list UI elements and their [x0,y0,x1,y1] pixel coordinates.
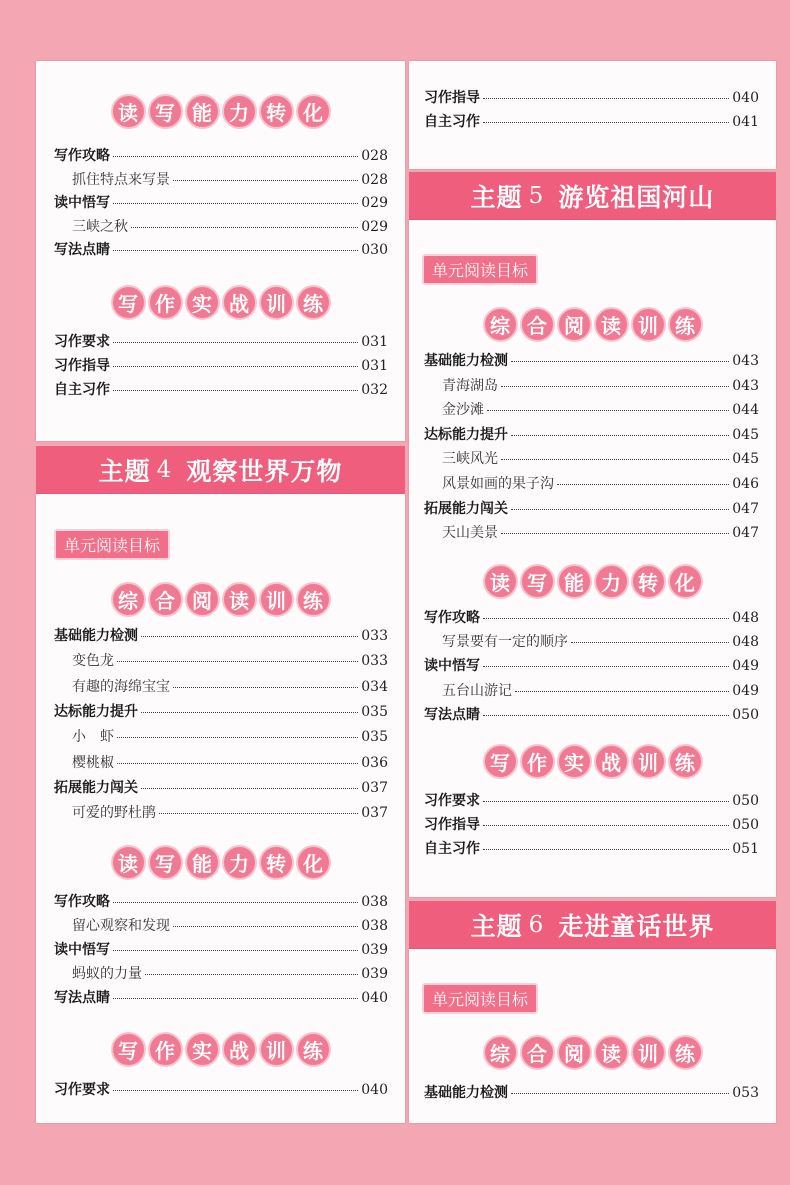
toc-entry-title: 金沙滩 [442,402,484,419]
section-heading-char: 阅 [557,1035,592,1070]
toc-entry[interactable] [54,331,388,351]
toc-entry-title: 达标能力提升 [424,426,508,443]
toc-entry[interactable] [54,1079,388,1099]
toc-entry-title: 习作要求 [54,334,110,350]
toc-leader-dots [117,661,358,662]
toc-entry-page: 035 [361,703,388,720]
toc-entry[interactable] [424,655,759,675]
toc-entry[interactable] [72,752,388,772]
section-heading-char: 战 [222,1032,257,1067]
unit-reading-goal-badge: 单元阅读目标 [422,983,538,1014]
toc-entry-title: 自主习作 [424,841,480,857]
toc-entry-title: 自主习作 [424,114,480,130]
toc-entry-title: 习作指导 [54,358,110,374]
toc-entry[interactable] [424,350,759,370]
toc-entry[interactable] [54,701,388,721]
toc-entry-title: 有趣的海绵宝宝 [72,678,170,695]
toc-leader-dots [159,813,358,814]
section-heading-char: 读 [483,564,518,599]
toc-leader-dots [557,484,729,485]
section-heading-char: 训 [631,1035,666,1070]
theme-number: 4 [156,457,173,483]
toc-entry[interactable] [54,777,388,797]
section-heading [409,744,776,779]
section-heading-char: 力 [222,94,257,129]
toc-entry-page: 029 [361,195,388,211]
toc-entry-page: 038 [361,918,388,934]
toc-entry[interactable] [442,448,759,468]
toc-entry-title: 拓展能力闯关 [424,500,508,517]
toc-entry-title: 三峡风光 [442,451,498,468]
toc-entry-title: 抓住特点来写景 [72,171,170,188]
toc-entry[interactable] [72,216,388,236]
toc-entry-title: 习作指导 [424,817,480,833]
toc-entry-title: 写法点睛 [424,706,480,723]
toc-entry-page: 030 [361,242,388,258]
toc-entry-page: 047 [732,500,759,517]
section-heading-char: 化 [296,94,331,129]
theme-label: 主题 [98,457,151,486]
section-heading-char: 写 [148,845,183,880]
unit-reading-goal-badge: 单元阅读目标 [422,254,538,285]
toc-entry[interactable] [442,375,759,395]
toc-entry[interactable] [424,838,759,858]
toc-leader-dots [173,687,358,688]
toc-entry-title: 习作指导 [424,90,480,106]
section-heading-char: 作 [148,1032,183,1067]
section-heading-char: 阅 [557,307,592,342]
toc-leader-dots [173,926,358,927]
toc-entry-title: 天山美景 [442,525,498,542]
section-heading-char: 合 [148,582,183,617]
toc-entry-title: 小 虾 [72,729,114,746]
toc-entry[interactable] [54,379,388,399]
section-heading-char: 转 [631,564,666,599]
toc-entry[interactable] [54,987,388,1007]
section-heading [36,94,405,129]
theme-title: 走进童话世界 [558,912,715,941]
section-heading-char: 战 [222,285,257,320]
toc-entry-title: 基础能力检测 [54,628,138,644]
section-heading-char: 写 [520,564,555,599]
section-heading-char: 写 [111,285,146,320]
toc-entry-page: 050 [732,817,759,833]
toc-entry[interactable] [424,704,759,724]
toc-entry-page: 051 [732,841,759,857]
toc-entry-title: 蚂蚁的力量 [72,966,142,982]
toc-entry-page: 037 [361,805,388,822]
toc-leader-dots [117,763,358,764]
toc-entry-page: 031 [361,358,388,374]
toc-entry[interactable] [72,802,388,822]
toc-entry-page: 048 [732,610,759,626]
section-heading-char: 战 [594,744,629,779]
section-heading-char: 读 [111,845,146,880]
section-heading [36,285,405,320]
toc-leader-dots [113,998,358,999]
toc-entry[interactable] [442,399,759,419]
toc-entry-page: 040 [361,1082,388,1098]
toc-entry-page: 048 [732,634,759,651]
section-heading-char: 实 [185,285,220,320]
toc-entry-title: 读中悟写 [424,658,480,675]
toc-entry[interactable] [424,498,759,518]
toc-leader-dots [483,849,729,850]
toc-entry-title: 写法点睛 [54,242,110,258]
section-heading [409,1035,776,1070]
toc-entry[interactable] [424,1082,759,1102]
toc-entry-title: 写作攻略 [54,148,110,164]
toc-leader-dots [113,203,358,204]
toc-leader-dots [483,98,729,99]
toc-entry[interactable] [72,650,388,670]
toc-entry-title: 风景如画的果子沟 [442,476,554,492]
theme-label: 主题 [470,912,523,941]
toc-entry-title: 基础能力检测 [424,353,508,369]
toc-entry-title: 达标能力提升 [54,703,138,720]
toc-entry[interactable] [424,424,759,444]
toc-entry-page: 032 [361,382,388,398]
section-heading-char: 练 [668,1035,703,1070]
toc-entry-page: 028 [361,148,388,164]
toc-entry-page: 049 [732,682,759,699]
toc-leader-dots [511,435,729,436]
theme-number: 5 [528,183,545,209]
toc-entry-page: 033 [361,628,388,644]
toc-entry[interactable] [72,676,388,696]
section-heading-char: 训 [259,582,294,617]
toc-entry-title: 读中悟写 [54,942,110,958]
toc-leader-dots [487,410,729,411]
toc-entry[interactable] [442,522,759,542]
section-heading-char: 作 [520,744,555,779]
section-heading-char: 转 [259,94,294,129]
toc-leader-dots [511,509,729,510]
section-heading-char: 合 [520,1035,555,1070]
toc-entry[interactable] [442,631,759,651]
toc-entry-page: 038 [361,894,388,910]
theme-4-bar [36,446,405,494]
toc-entry[interactable] [54,239,388,259]
toc-leader-dots [483,122,729,123]
toc-entry-title: 基础能力检测 [424,1085,508,1101]
toc-leader-dots [113,156,358,157]
section-heading-char: 合 [520,307,555,342]
toc-leader-dots [113,342,358,343]
theme-6-bar [409,901,776,949]
section-heading-char: 阅 [185,582,220,617]
section-heading-char: 练 [668,744,703,779]
toc-entry-page: 034 [361,678,388,695]
toc-entry[interactable] [424,607,759,627]
section-heading-char: 能 [185,845,220,880]
section-heading-char: 实 [185,1032,220,1067]
toc-leader-dots [515,691,729,692]
section-heading-char: 化 [296,845,331,880]
toc-leader-dots [483,618,729,619]
toc-leader-dots [571,642,729,643]
toc-entry[interactable] [54,939,388,959]
toc-leader-dots [113,250,358,251]
toc-entry-page: 047 [732,525,759,542]
toc-entry-page: 029 [361,218,388,235]
section-heading-char: 练 [296,285,331,320]
section-heading-char: 化 [668,564,703,599]
section-heading [36,1032,405,1067]
section-heading-char: 读 [222,582,257,617]
toc-entry-title: 三峡之秋 [72,218,128,235]
toc-entry-page: 039 [361,942,388,958]
toc-entry-page: 050 [732,706,759,723]
section-heading-char: 实 [557,744,592,779]
toc-entry[interactable] [72,963,388,983]
section-heading-char: 力 [594,564,629,599]
toc-entry[interactable] [72,915,388,935]
toc-entry[interactable] [54,355,388,375]
toc-leader-dots [113,366,358,367]
toc-entry-title: 写作攻略 [54,894,110,910]
section-heading-char: 练 [668,307,703,342]
toc-entry[interactable] [54,625,388,645]
toc-entry-title: 留心观察和发现 [72,918,170,934]
toc-entry[interactable] [442,473,759,493]
toc-entry-page: 044 [732,402,759,419]
toc-entry-page: 037 [361,779,388,796]
toc-entry-title: 五台山游记 [442,682,512,699]
toc-entry-title: 写作攻略 [424,610,480,626]
section-heading-char: 能 [185,94,220,129]
toc-leader-dots [483,715,729,716]
toc-leader-dots [145,974,358,975]
toc-entry[interactable] [424,87,759,107]
toc-entry-page: 045 [732,451,759,468]
toc-entry-page: 053 [732,1085,759,1101]
section-heading-char: 写 [483,744,518,779]
toc-entry-page: 031 [361,334,388,350]
section-heading-char: 力 [222,845,257,880]
toc-entry[interactable] [72,726,388,746]
theme-number: 6 [528,912,545,938]
toc-leader-dots [113,902,358,903]
section-heading-char: 作 [148,285,183,320]
section-heading-char: 转 [259,845,294,880]
toc-leader-dots [483,825,729,826]
toc-leader-dots [113,950,358,951]
toc-leader-dots [141,636,358,637]
toc-entry-title: 习作要求 [54,1082,110,1098]
toc-leader-dots [113,390,358,391]
toc-entry-page: 039 [361,966,388,982]
toc-entry-page: 035 [361,729,388,746]
toc-leader-dots [141,712,358,713]
toc-entry-page: 050 [732,793,759,809]
section-heading-char: 读 [111,94,146,129]
toc-entry-title: 习作要求 [424,793,480,809]
toc-entry-page: 049 [732,658,759,675]
toc-entry-title: 写景要有一定的顺序 [442,634,568,651]
toc-entry[interactable] [442,680,759,700]
toc-entry-title: 拓展能力闯关 [54,779,138,796]
toc-entry-page: 033 [361,653,388,670]
toc-entry-title: 写法点睛 [54,990,110,1006]
section-heading-char: 综 [111,582,146,617]
toc-leader-dots [173,180,358,181]
toc-entry[interactable] [424,814,759,834]
section-heading-char: 读 [594,307,629,342]
toc-entry[interactable] [424,111,759,131]
toc-entry-title: 青海湖岛 [442,377,498,394]
toc-entry-title: 可爱的野杜鹃 [72,805,156,822]
section-heading [409,307,776,342]
theme-label: 主题 [470,183,523,212]
toc-leader-dots [483,666,729,667]
section-heading-char: 练 [296,582,331,617]
toc-entry-title: 自主习作 [54,382,110,398]
toc-entry[interactable] [72,169,388,189]
theme-5-bar [409,172,776,220]
section-heading-char: 综 [483,1035,518,1070]
section-heading-char: 读 [594,1035,629,1070]
toc-leader-dots [501,459,729,460]
section-heading-char: 训 [259,285,294,320]
toc-entry[interactable] [424,790,759,810]
toc-entry-page: 036 [361,754,388,771]
toc-entry-page: 040 [361,990,388,1006]
section-heading-char: 训 [631,744,666,779]
toc-leader-dots [131,227,358,228]
toc-entry-page: 045 [732,426,759,443]
section-heading-char: 训 [631,307,666,342]
toc-leader-dots [113,1090,358,1091]
section-heading-char: 练 [296,1032,331,1067]
section-heading-char: 能 [557,564,592,599]
toc-entry-page: 046 [732,476,759,492]
toc-leader-dots [483,801,729,802]
toc-entry-page: 041 [732,114,759,130]
toc-entry-page: 028 [361,171,388,188]
section-heading-char: 综 [483,307,518,342]
section-heading-char: 写 [111,1032,146,1067]
section-heading [409,564,776,599]
section-heading-char: 写 [148,94,183,129]
section-heading [36,845,405,880]
theme-title: 观察世界万物 [186,457,343,486]
toc-leader-dots [501,386,729,387]
toc-entry-title: 变色龙 [72,653,114,670]
section-heading [36,582,405,617]
toc-entry-page: 040 [732,90,759,106]
toc-leader-dots [501,533,729,534]
toc-entry[interactable] [54,145,388,165]
toc-entry[interactable] [54,192,388,212]
theme-title: 游览祖国河山 [558,183,715,212]
unit-reading-goal-badge: 单元阅读目标 [54,529,170,560]
toc-entry-title: 读中悟写 [54,195,110,211]
toc-entry-page: 043 [732,377,759,394]
toc-leader-dots [141,788,358,789]
section-heading-char: 训 [259,1032,294,1067]
toc-leader-dots [117,737,358,738]
toc-entry[interactable] [54,891,388,911]
toc-leader-dots [511,1093,729,1094]
toc-entry-title: 樱桃椒 [72,754,114,771]
toc-entry-page: 043 [732,353,759,369]
toc-leader-dots [511,361,729,362]
